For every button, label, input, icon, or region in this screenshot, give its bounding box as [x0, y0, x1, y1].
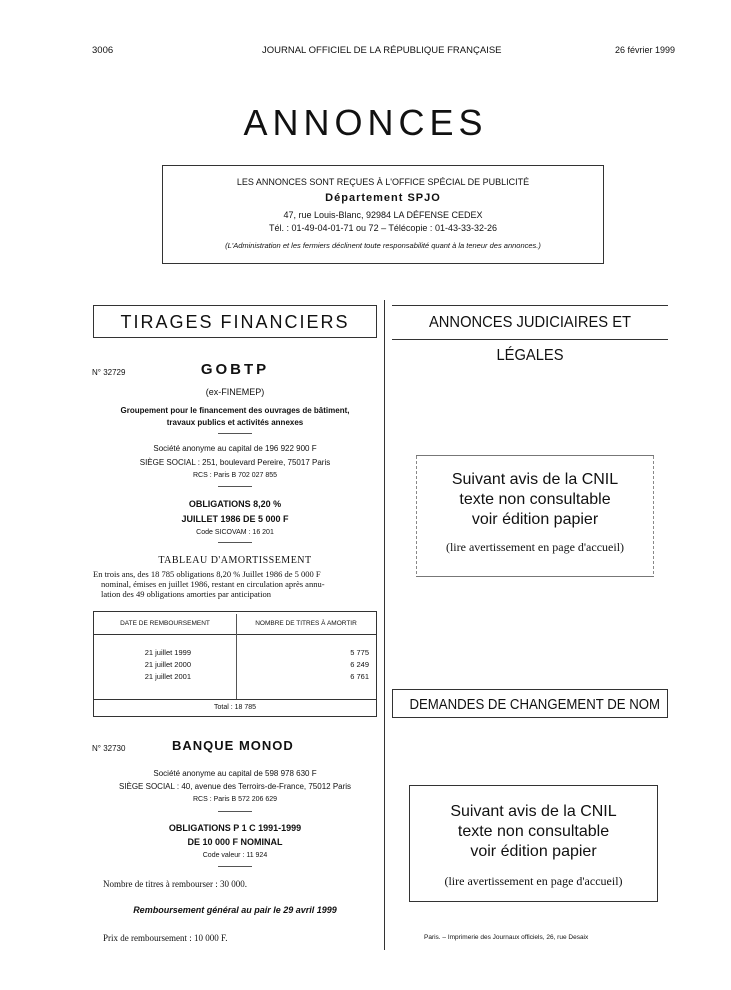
- cnil-line1: Suivant avis de la CNIL: [450, 803, 617, 820]
- gobtp-sicovam: Code SICOVAM : 16 201: [196, 529, 274, 536]
- frame-edge: [416, 456, 417, 574]
- journal-title: JOURNAL OFFICIEL DE LA RÉPUBLIQUE FRANÇAISE: [262, 45, 502, 56]
- monod-obligations1: OBLIGATIONS P 1 C 1991-1999: [168, 823, 302, 833]
- rule: [218, 542, 252, 543]
- gobtp-rcs: RCS : Paris B 702 027 855: [192, 472, 278, 479]
- row-date: 21 juillet 2001: [144, 672, 191, 681]
- monod-name: BANQUE MONOD: [172, 738, 294, 753]
- gobtp-former: (ex-FINEMEP): [205, 387, 265, 397]
- table-rule: [94, 634, 376, 635]
- col-header-count: NOMBRE DE TITRES À AMORTIR: [255, 620, 357, 627]
- rule: [218, 486, 252, 487]
- cnil-line2: texte non consultable: [459, 491, 611, 508]
- monod-prix: Prix de remboursement : 10 000 F.: [103, 933, 228, 943]
- monod-rcs: RCS : Paris B 572 206 629: [192, 796, 278, 803]
- column-divider: [384, 300, 385, 950]
- notice-line5: (L'Administration et les fermiers déclinent toute responsabilité quant à la teneur des annonces.): [225, 241, 541, 250]
- gobtp-siege: SIÈGE SOCIAL : 251, boulevard Pereire, 75017 Paris: [139, 458, 331, 467]
- notice-box: [162, 165, 604, 264]
- gobtp-paragraph: [93, 569, 383, 599]
- section-tirages-label: TIRAGES FINANCIERS: [120, 312, 350, 332]
- cnil-line1: Suivant avis de la CNIL: [451, 471, 619, 488]
- para-line: lation des 49 obligations amorties par anticipation: [101, 589, 271, 599]
- section-tirages: [93, 305, 377, 338]
- notice-line1: LES ANNONCES SONT REÇUES À L'OFFICE SPÉCIAL DE PUBLICITÉ: [236, 177, 530, 187]
- issue-date: 26 février 1999: [615, 45, 676, 55]
- notice-number-monod: N° 32730: [92, 744, 126, 753]
- row-date: 21 juillet 1999: [144, 648, 191, 657]
- rule: [218, 433, 252, 434]
- table-total: Total : 18 785: [213, 704, 257, 711]
- gobtp-obligations: OBLIGATIONS 8,20 %: [188, 499, 282, 509]
- table-rule: [94, 699, 376, 700]
- section-changement-nom-label: DEMANDES DE CHANGEMENT DE NOM: [409, 696, 661, 713]
- gobtp-desc1: Groupement pour le financement des ouvrages de bâtiment,: [120, 406, 350, 415]
- cnil-line3: voir édition papier: [471, 511, 599, 528]
- cnil-box-2: [409, 785, 658, 902]
- row-count: 5 775: [350, 648, 369, 657]
- monod-code: Code valeur : 11 924: [202, 852, 268, 859]
- gobtp-issue: JUILLET 1986 DE 5 000 F: [181, 514, 289, 524]
- monod-nombre: Nombre de titres à rembourser : 30 000.: [103, 879, 247, 889]
- gobtp-name: GOBTP: [200, 361, 270, 378]
- col-header-date: DATE DE REMBOURSEMENT: [120, 620, 210, 627]
- section-changement-nom: [392, 689, 668, 718]
- notice-line2: Département SPJO: [325, 192, 441, 204]
- notice-number-gobtp: N° 32729: [92, 368, 126, 377]
- table-row: [94, 648, 376, 660]
- monod-capital: Société anonyme au capital de 598 978 630 F: [153, 769, 317, 778]
- table-row: [94, 660, 376, 672]
- cnil-line3: voir édition papier: [470, 843, 597, 860]
- table-title: TABLEAU D'AMORTISSEMENT: [158, 555, 312, 566]
- cnil-box-1: [416, 455, 654, 577]
- section-judiciaires: [392, 305, 668, 364]
- notice-line3: 47, rue Louis-Blanc, 92984 LA DÉFENSE CEDEX: [283, 210, 483, 220]
- cnil-line4: (lire avertissement en page d'accueil): [445, 540, 625, 554]
- gobtp-desc2: travaux publics et activités annexes: [166, 418, 304, 427]
- notice-line4: Tél. : 01-49-04-01-71 ou 72 – Télécopie : 01-43-33-32-26: [269, 223, 497, 233]
- table-body: [94, 648, 376, 684]
- page-number: 3006: [92, 45, 114, 56]
- monod-remboursement: Remboursement général au pair le 29 avril 1999: [133, 905, 337, 915]
- para-line: nominal, émises en juillet 1986, restant en circulation après annu-: [101, 579, 325, 589]
- section-judiciaires-label: ANNONCES JUDICIAIRES ET LÉGALES: [428, 314, 632, 364]
- row-count: 6 761: [350, 672, 369, 681]
- row-date: 21 juillet 2000: [144, 660, 191, 669]
- printer-footer: Paris. – Imprimerie des Journaux officiels, 26, rue Desaix: [424, 934, 589, 941]
- page-title: ANNONCES: [243, 102, 488, 143]
- gobtp-capital: Société anonyme au capital de 196 922 900 F: [153, 444, 317, 453]
- rule: [218, 811, 252, 812]
- cnil-line4: (lire avertissement en page d'accueil): [444, 874, 623, 888]
- amortization-table: [93, 611, 377, 717]
- para-line: En trois ans, des 18 785 obligations 8,20 % Juillet 1986 de 5 000 F: [93, 569, 321, 579]
- frame-edge: [653, 456, 654, 574]
- row-count: 6 249: [350, 660, 369, 669]
- monod-obligations2: DE 10 000 F NOMINAL: [187, 837, 283, 847]
- monod-siege: SIÈGE SOCIAL : 40, avenue des Terroirs-de-France, 75012 Paris: [118, 782, 352, 791]
- cnil-line2: texte non consultable: [457, 823, 610, 840]
- table-row: [94, 672, 376, 684]
- rule: [218, 866, 252, 867]
